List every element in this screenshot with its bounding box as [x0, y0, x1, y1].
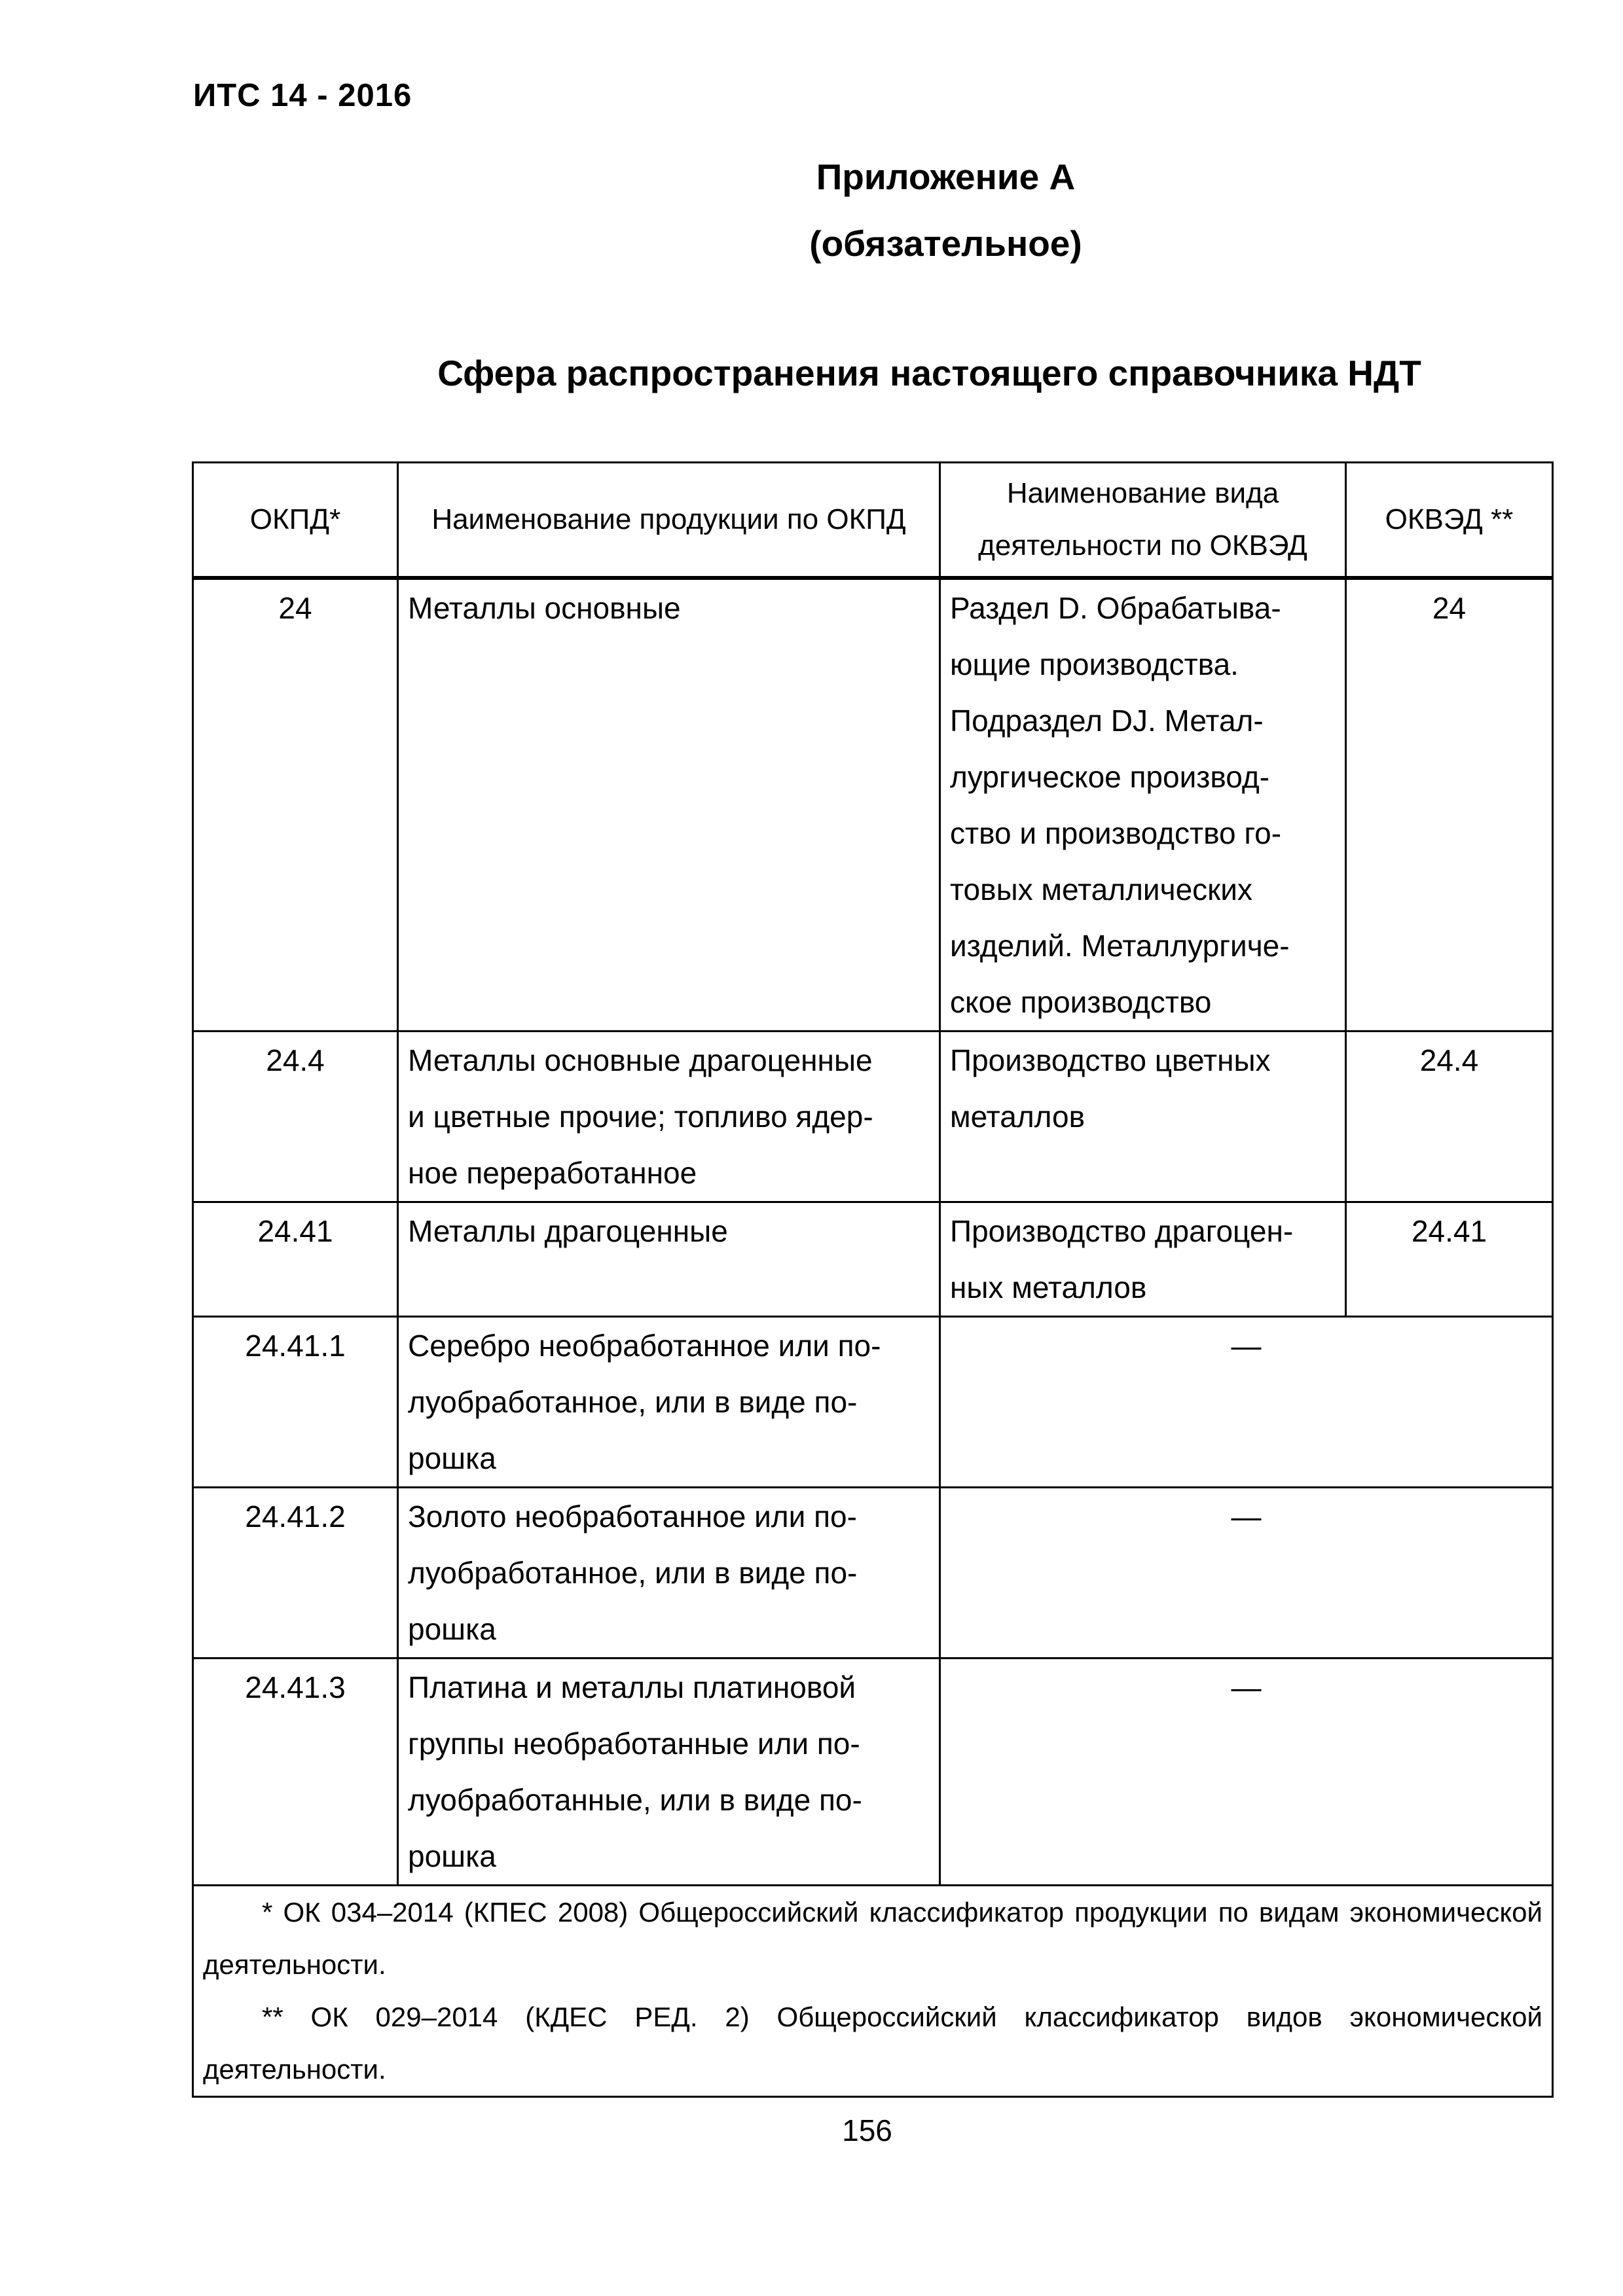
notes-row	[193, 1886, 1553, 2097]
table-row	[193, 1202, 1553, 1317]
activity-name-line: лургическое производ-	[950, 760, 1270, 794]
activity-name-line: Производство цветных	[950, 1043, 1271, 1077]
okved-code-cell: 24.41	[1346, 1202, 1553, 1317]
activity-name-line: товых металлических	[950, 872, 1252, 906]
okpd-code-cell: 24.41.2	[193, 1488, 398, 1659]
product-name-line: ное переработанное	[408, 1156, 697, 1190]
document-code: ИТС 14 - 2016	[193, 78, 412, 113]
okved-code-cell: 24.4	[1346, 1031, 1553, 1202]
product-name-line: Металлы основные	[408, 591, 681, 625]
activity-name-line: ных металлов	[950, 1270, 1147, 1304]
table-row	[193, 1317, 1553, 1488]
okpd-code-cell: 24.41.3	[193, 1659, 398, 1886]
no-activity-dash-cell: —	[940, 1488, 1553, 1659]
activity-name-line: Производство драгоцен-	[950, 1214, 1294, 1248]
product-name-cell	[398, 1317, 940, 1488]
appendix-status: (обязательное)	[809, 223, 1082, 264]
activity-name-cell	[940, 1202, 1346, 1317]
no-activity-dash-cell: —	[940, 1659, 1553, 1886]
header-activity-name	[940, 463, 1346, 579]
product-name-line: Металлы драгоценные	[408, 1214, 728, 1248]
header-product-name: Наименование продукции по ОКПД	[398, 463, 940, 579]
page-number-text: 156	[842, 2113, 892, 2147]
no-activity-dash-cell: —	[940, 1317, 1553, 1488]
okpd-code-cell: 24.4	[193, 1031, 398, 1202]
okpd-code-cell: 24.41	[193, 1202, 398, 1317]
table-notes	[193, 1886, 1553, 2097]
product-name-line: рошка	[408, 1441, 496, 1475]
section-title: Сфера распространения настоящего справочника НДТ	[437, 353, 1421, 393]
header-okved: ОКВЭД **	[1346, 463, 1553, 579]
activity-name-line: ющие производства.	[950, 647, 1239, 681]
activity-name-line: металлов	[950, 1100, 1085, 1134]
activity-name-line: изделий. Металлургиче-	[950, 929, 1290, 963]
product-name-line: Золото необработанное или по-	[408, 1499, 857, 1534]
product-name-cell	[398, 1031, 940, 1202]
okpd-code-cell: 24	[193, 578, 398, 1031]
appendix-title: Приложение А	[816, 156, 1076, 197]
table-header-row	[193, 463, 1553, 579]
header-okpd: ОКПД*	[193, 463, 398, 579]
table-row	[193, 1031, 1553, 1202]
table-row	[193, 1659, 1553, 1886]
note-okpd: * ОК 034–2014 (КПЕС 2008) Общероссийский классификатор продукции по видам экономической деятельности.	[203, 1897, 1542, 1980]
product-name-cell	[398, 1202, 940, 1317]
product-name-cell	[398, 1659, 940, 1886]
product-name-line: Платина и металлы платиновой	[408, 1670, 856, 1704]
product-name-line: и цветные прочие; топливо ядер-	[408, 1100, 873, 1134]
note-okved: ** ОК 029–2014 (КДЕС РЕД. 2) Общероссийский классификатор видов экономической деятельности.	[203, 2001, 1542, 2085]
product-name-line: Металлы основные драгоценные	[408, 1043, 873, 1077]
table-row	[193, 1488, 1553, 1659]
page-number	[0, 2113, 1623, 2148]
table-body	[193, 578, 1553, 1886]
okved-code-cell: 24	[1346, 578, 1553, 1031]
product-name-line: луобработанные, или в виде по-	[408, 1783, 862, 1817]
activity-name-line: ское производство	[950, 985, 1212, 1019]
activity-name-line: Подраздел DJ. Метал-	[950, 704, 1264, 738]
product-name-line: группы необработанные или по-	[408, 1727, 860, 1761]
header-activity-line-1: Наименование вида	[1006, 477, 1279, 509]
product-name-line: Серебро необработанное или по-	[408, 1329, 881, 1363]
product-name-line: рошка	[408, 1839, 496, 1873]
okpd-code-cell: 24.41.1	[193, 1317, 398, 1488]
scope-table	[192, 461, 1554, 2098]
product-name-line: луобработанное, или в виде по-	[408, 1385, 858, 1419]
product-name-cell	[398, 1488, 940, 1659]
product-name-cell	[398, 578, 940, 1031]
activity-name-cell	[940, 1031, 1346, 1202]
header-activity-line-2: деятельности по ОКВЭД	[978, 529, 1307, 562]
table-row	[193, 578, 1553, 1031]
activity-name-line: Раздел D. Обрабатыва-	[950, 591, 1281, 625]
product-name-line: рошка	[408, 1612, 496, 1646]
product-name-line: луобработанное, или в виде по-	[408, 1556, 858, 1590]
activity-name-line: ство и производство го-	[950, 816, 1282, 850]
activity-name-cell	[940, 578, 1346, 1031]
